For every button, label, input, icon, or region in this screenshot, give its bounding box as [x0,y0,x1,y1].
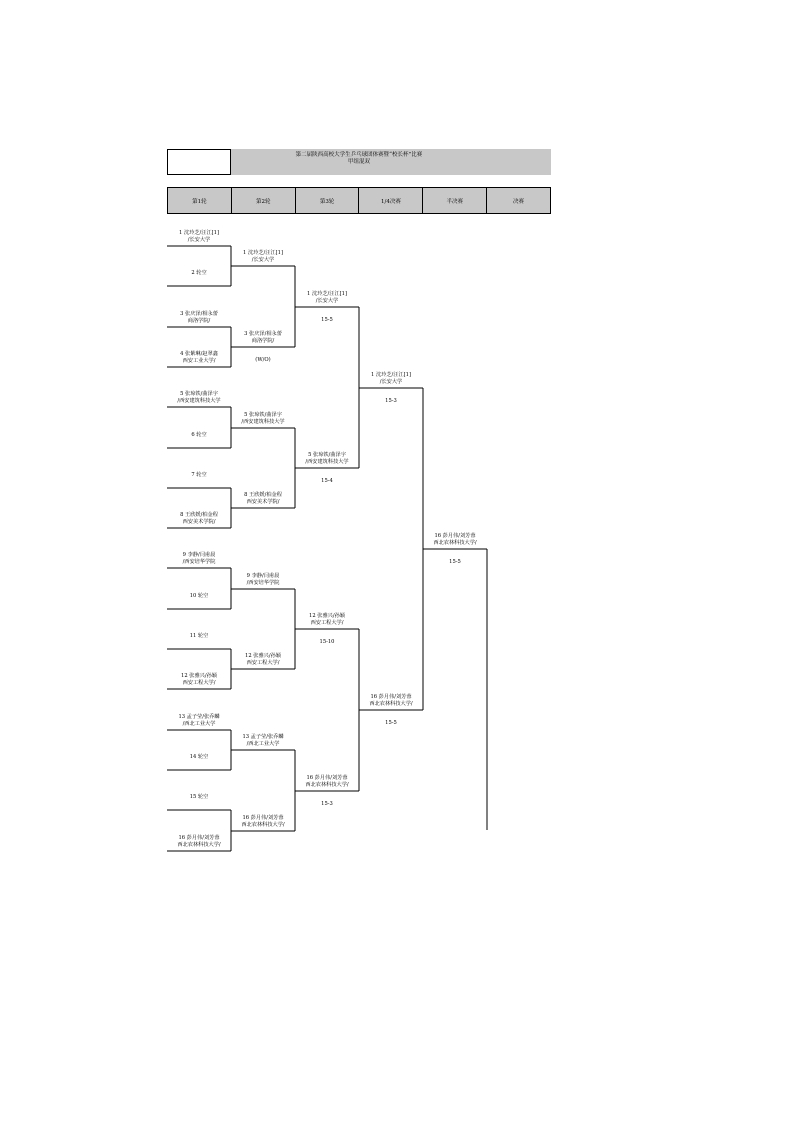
r1-entry-11-line1: 11 轮空 [189,633,209,639]
r2-entry-4 [231,492,295,506]
r1-entry-13 [167,714,231,728]
r2-entry-3-line1: 5 张琼铁/曲泽宇 [244,412,282,418]
r1-entry-12 [167,673,231,687]
r2-entry-3-line2: /西安建筑科技大学 [241,419,285,425]
r2-entry-5 [231,573,295,587]
r1-entry-14-line1: 14 轮空 [189,754,209,760]
r3-entry-2-line1: 5 张琼铁/曲泽宇 [308,452,346,458]
qf-score-1: 15-3 [385,398,397,404]
sf-entry-1-line2: 西北农林科技大学/ [433,540,477,546]
event-title-line1: 第二届陕西高校大学生乒乓球团体赛暨“校长杯”比赛 [295,152,423,158]
r1-entry-1-line1: 1 沈玲芝/汪江[1] [179,230,219,236]
r1-entry-6-line1: 6 轮空 [191,432,207,438]
r1-entry-5 [167,391,231,405]
r1-entry-9-line2: /西安培华学院 [182,559,216,565]
r1-entry-5-line2: /西安建筑科技大学 [177,398,221,404]
r1-entry-1-line2: /长安大学 [187,237,211,243]
r1-entry-15 [167,794,231,801]
r3-entry-2-line2: /西安建筑科技大学 [305,459,349,465]
qf-entry-2-line1: 16 彭月伟/刘芳蓉 [370,694,412,700]
r1-entry-4-line2: 西安工业大学/ [182,358,216,364]
r1-entry-10-line1: 10 轮空 [189,593,209,599]
r1-entry-2 [167,270,231,277]
r2-entry-8-line2: 西北农林科技大学/ [241,822,285,828]
r2-entry-6-line2: 西安工程大学/ [246,660,280,666]
r2-entry-7-line2: /西北工业大学 [246,741,280,747]
r3-entry-1 [295,291,359,305]
round-header-3: 第3轮 [296,188,360,213]
r2-entry-1-line2: /长安大学 [251,257,275,263]
r2-entry-6-line1: 12 张雅兴/孙颖 [245,653,281,659]
r3-entry-1-line2: /长安大学 [315,298,339,304]
r1-entry-9-line1: 9 李静/闫甫晨 [182,552,216,558]
round-header-1: 第1轮 [168,188,232,213]
r1-entry-4-line1: 4 张紫琳/赵翠鑫 [180,351,218,357]
r1-entry-2-line1: 2 轮空 [191,270,207,276]
sf-score-1: 15-5 [449,559,461,565]
qf-entry-2-line2: 西北农林科技大学/ [369,701,413,707]
r1-entry-1 [167,230,231,244]
r2-entry-8-line1: 16 彭月伟/刘芳蓉 [242,815,284,821]
r1-entry-16-line1: 16 彭月伟/刘芳蓉 [178,835,220,841]
r1-entry-3-line2: 商洛学院/ [187,318,211,324]
r1-entry-8 [167,512,231,526]
r2-entry-5-line1: 9 李静/闫甫晨 [246,573,280,579]
r1-entry-3-line1: 3 张庆泽/相永蕾 [180,311,218,317]
r1-entry-15-line1: 15 轮空 [189,794,209,800]
sf-entry-1 [423,533,487,547]
r2-entry-2-line2: 商洛学院/ [251,338,275,344]
r3-score-1: 15-5 [321,317,333,323]
r3-entry-3-line1: 12 张雅兴/孙颖 [309,613,345,619]
qf-entry-2 [359,694,423,708]
r1-entry-6 [167,432,231,439]
r1-entry-4 [167,351,231,365]
round-header-2: 第2轮 [232,188,296,213]
r1-entry-12-line2: 西安工程大学/ [182,680,216,686]
qf-score-2: 15-5 [385,720,397,726]
r3-score-2: 15-4 [321,478,333,484]
r2-entry-3 [231,412,295,426]
r1-entry-7 [167,472,231,479]
round-header-4: 1/4决赛 [359,188,423,213]
r2-entry-8 [231,815,295,829]
r3-entry-1-line1: 1 沈玲芝/汪江[1] [307,291,347,297]
r1-entry-13-line2: /西北工业大学 [182,721,216,727]
r3-entry-4-line2: 西北农林科技大学/ [305,782,349,788]
r3-entry-4 [295,775,359,789]
r2-entry-7 [231,734,295,748]
r1-entry-11 [167,633,231,640]
r1-entry-3 [167,311,231,325]
r2-entry-1-line1: 1 沈玲芝/汪江[1] [243,250,283,256]
qf-entry-1-line1: 1 沈玲芝/汪江[1] [371,372,411,378]
r1-entry-8-line2: 西安美术学院/ [182,519,216,525]
r1-entry-9 [167,552,231,566]
r3-entry-4-line1: 16 彭月伟/刘芳蓉 [306,775,348,781]
r2-entry-4-line1: 8 王欣媛/柏金程 [244,492,282,498]
r1-entry-10 [167,593,231,600]
r2-entry-7-line1: 13 孟子莹/张乔麟 [242,734,284,740]
r2-entry-4-line2: 西安美术学院/ [246,499,280,505]
round-header-5: 半决赛 [423,188,487,213]
r1-entry-13-line1: 13 孟子莹/张乔麟 [178,714,220,720]
r2-score-2: (W/O) [255,357,271,363]
r1-entry-8-line1: 8 王欣媛/柏金程 [180,512,218,518]
r1-entry-7-line1: 7 轮空 [191,472,207,478]
round-header-6: 决赛 [513,198,525,205]
qf-entry-1 [359,372,423,386]
r1-entry-16-line2: 西北农林科技大学/ [177,842,221,848]
r2-entry-5-line2: /西安培华学院 [246,580,280,586]
r3-entry-2 [295,452,359,466]
r1-entry-5-line1: 5 张琼铁/曲泽宇 [180,391,218,397]
sf-entry-1-line1: 16 彭月伟/刘芳蓉 [434,533,476,539]
r1-entry-12-line1: 12 张雅兴/孙颖 [181,673,217,679]
r2-entry-2-line1: 3 张庆泽/相永蕾 [244,331,282,337]
r3-score-3: 15-10 [319,639,335,645]
r2-entry-2 [231,331,295,345]
r1-entry-16 [167,835,231,849]
r2-entry-1 [231,250,295,264]
r2-entry-6 [231,653,295,667]
r1-entry-14 [167,754,231,761]
r3-entry-3-line2: 西安工程大学/ [310,620,344,626]
r3-entry-3 [295,613,359,627]
qf-entry-1-line2: /长安大学 [379,379,403,385]
event-title-line2: 甲组混双 [347,159,370,165]
r3-score-4: 15-3 [321,801,333,807]
